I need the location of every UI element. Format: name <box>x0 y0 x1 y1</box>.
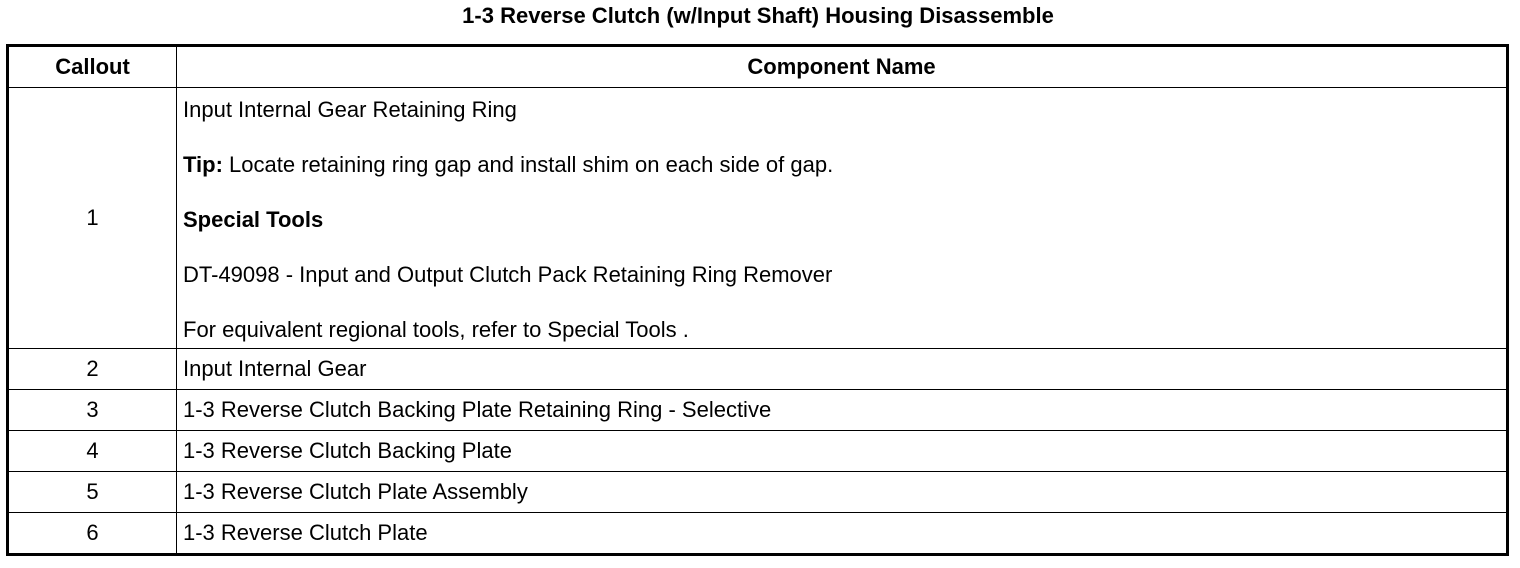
callout-cell: 2 <box>8 349 177 390</box>
callout-cell: 3 <box>8 390 177 431</box>
table-row <box>8 431 1508 472</box>
component-name-cell: Input Internal Gear <box>177 349 1508 390</box>
document-title: 1-3 Reverse Clutch (w/Input Shaft) Housing Disassemble <box>462 3 1054 28</box>
special-tools-heading: Special Tools <box>183 207 324 232</box>
component-name-cell: 1-3 Reverse Clutch Plate Assembly <box>177 472 1508 513</box>
table-row <box>8 513 1508 555</box>
component-name: Input Internal Gear Retaining Ring <box>183 97 517 122</box>
components-table <box>6 44 1509 556</box>
callout-cell: 1 <box>8 88 177 349</box>
tip-text: Locate retaining ring gap and install shim on each side of gap. <box>222 152 834 177</box>
callout-cell: 5 <box>8 472 177 513</box>
callout-cell: 4 <box>8 431 177 472</box>
table-row <box>8 472 1508 513</box>
table-row <box>8 349 1508 390</box>
component-name-column-header: Component Name <box>177 46 1508 88</box>
regional-tools-note: For equivalent regional tools, refer to Special Tools . <box>183 317 689 342</box>
special-tool-item: DT-49098 - Input and Output Clutch Pack Retaining Ring Remover <box>183 262 833 287</box>
tip-label: Tip: <box>183 152 223 177</box>
component-name-cell: 1-3 Reverse Clutch Backing Plate Retaining Ring - Selective <box>177 390 1508 431</box>
component-name-cell: 1-3 Reverse Clutch Plate <box>177 513 1508 555</box>
table-row <box>8 88 1508 349</box>
callout-cell: 6 <box>8 513 177 555</box>
table-header-row <box>8 46 1508 88</box>
component-name-cell: 1-3 Reverse Clutch Backing Plate <box>177 431 1508 472</box>
tip-line <box>183 151 1506 179</box>
callout-column-header: Callout <box>8 46 177 88</box>
table-row <box>8 390 1508 431</box>
component-name-cell <box>177 88 1508 349</box>
